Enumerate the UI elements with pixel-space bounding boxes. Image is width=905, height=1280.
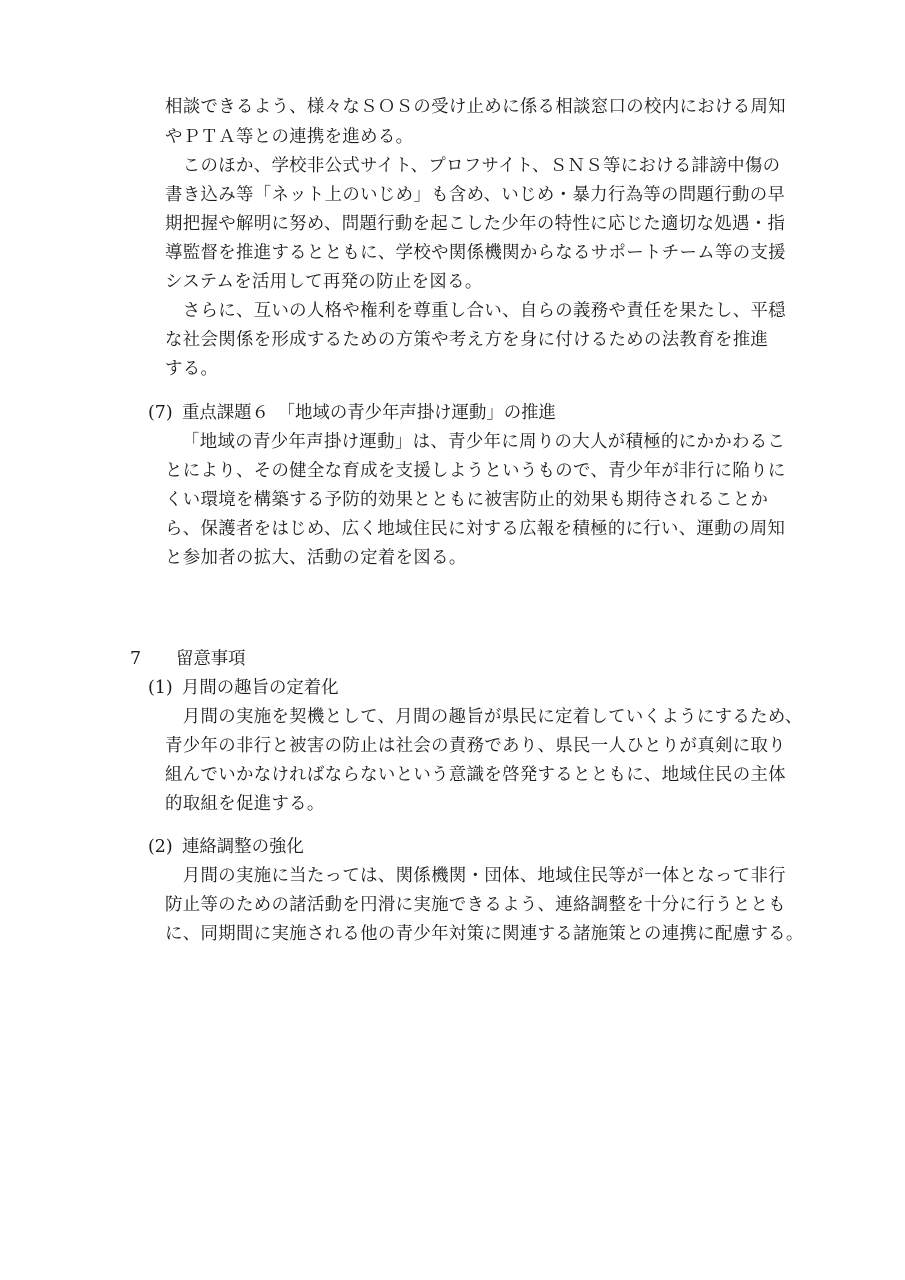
body-text-line: 青少年の非行と被害の防止は社会の責務であり、県民一人ひとりが真剣に取り [165, 736, 786, 756]
body-text-line: と参加者の拡大、活動の定着を図る。 [165, 548, 467, 568]
sub-title: 連絡調整の強化 [182, 837, 304, 857]
body-text-line: 的取組を促進する。 [165, 794, 325, 814]
sub-number: (1) [148, 678, 173, 698]
body-text-line: このほか、学校非公式サイト、プロフサイト、ＳＮＳ等における誹謗中傷の [165, 156, 781, 176]
body-text-line: ら、保護者をはじめ、広く地域住民に対する広報を積極的に行い、運動の周知 [165, 519, 786, 539]
body-text-line: な社会関係を形成するための方策や考え方を身に付けるための法教育を推進 [165, 330, 769, 350]
body-text-line: 相談できるよう、様々なＳＯＳの受け止めに係る相談窓口の校内における周知 [165, 97, 786, 117]
sub-1-heading [148, 675, 339, 701]
body-text-line: 導監督を推進するとともに、学校や関係機関からなるサポートチーム等の支援 [165, 243, 786, 263]
item-title: 重点課題６ 「地域の青少年声掛け運動」の推進 [182, 403, 556, 423]
body-text-line: とにより、その健全な育成を支援しようというもので、青少年が非行に陥りに [165, 461, 786, 481]
body-text-line: 「地域の青少年声掛け運動」は、青少年に周りの大人が積極的にかかわるこ [182, 432, 786, 452]
sub-title: 月間の趣旨の定着化 [182, 678, 339, 698]
body-text-line: に、同期間に実施される他の青少年対策に関連する諸施策との連携に配慮する。 [165, 924, 804, 944]
body-text-line: システムを活用して再発の防止を図る。 [165, 272, 483, 292]
body-text-line: する。 [165, 359, 219, 379]
sub-2-heading [148, 834, 304, 860]
item-7-heading [148, 400, 556, 426]
item-number: (7) [148, 403, 173, 423]
section-number: 7 [130, 649, 142, 669]
section-title: 留意事項 [176, 649, 246, 669]
body-text-line: 組んでいかなければならないという意識を啓発するとともに、地域住民の主体 [165, 765, 786, 785]
section-7-heading [130, 646, 246, 672]
body-text-line: やＰＴＡ等との連携を進める。 [165, 127, 414, 147]
sub-number: (2) [148, 837, 173, 857]
body-text-line: 書き込み等「ネット上のいじめ」も含め、いじめ・暴力行為等の問題行動の早 [165, 185, 786, 205]
body-text-line: くい環境を構築する予防的効果とともに被害防止的効果も期待されることか [165, 490, 769, 510]
body-text-line: 期把握や解明に努め、問題行動を起こした少年の特性に応じた適切な処遇・指 [165, 214, 786, 234]
body-text-line: 防止等のための諸活動を円滑に実施できるよう、連絡調整を十分に行うととも [165, 895, 786, 915]
body-text-line: 月間の実施を契機として、月間の趣旨が県民に定着していくようにするため、 [165, 707, 803, 727]
body-text-line: 月間の実施に当たっては、関係機関・団体、地域住民等が一体となって非行 [165, 866, 786, 886]
body-text-line: さらに、互いの人格や権利を尊重し合い、自らの義務や責任を果たし、平穏 [165, 301, 786, 321]
